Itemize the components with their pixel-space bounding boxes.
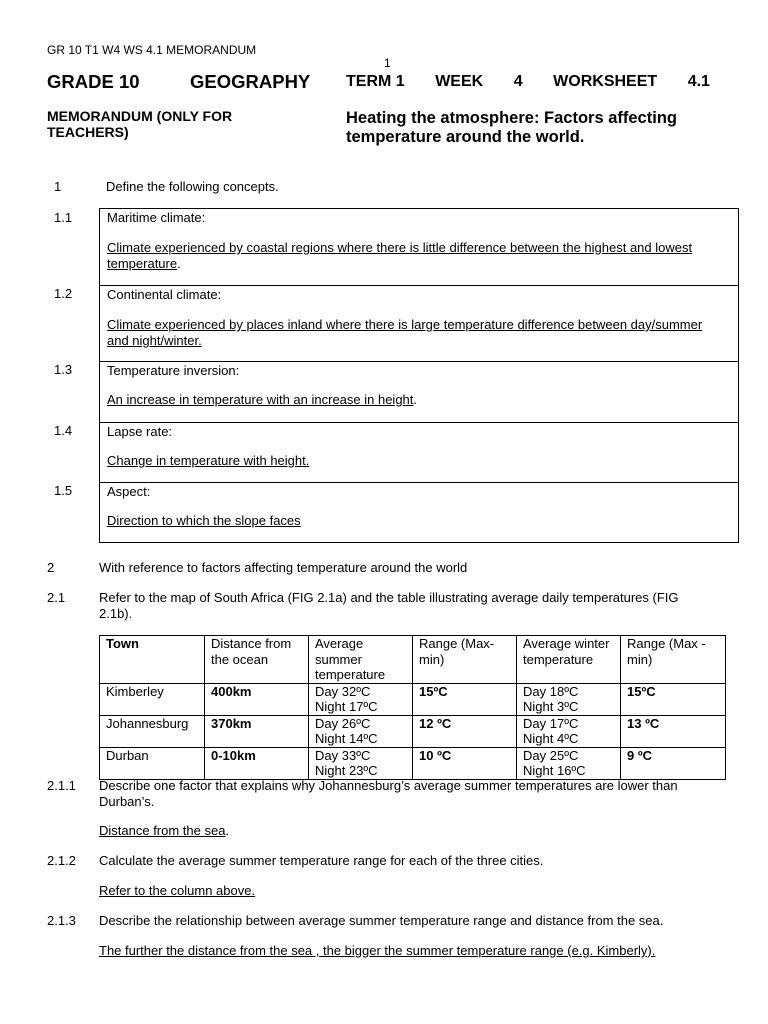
table-row [100, 747, 726, 779]
worksheet-subtitle: Heating the atmosphere: Factors affecting temperature around the world. [346, 109, 677, 146]
definition-term: Continental climate: [107, 287, 222, 302]
question-2-1-1-number: 2.1.1 [47, 778, 76, 793]
definition-answer: An increase in temperature with an increase in height. [107, 392, 418, 407]
question-2-1-3-prompt: Describe the relationship between average summer temperature range and distance from the sea. [99, 913, 664, 928]
item-1-5-number: 1.5 [54, 483, 73, 498]
question-2-1-1-prompt: Describe one factor that explains why Johannesburg’s average summer temperatures are lower than Durban’s. [99, 778, 678, 809]
question-2-1-3-number: 2.1.3 [47, 913, 76, 928]
definition-term: Temperature inversion: [107, 363, 240, 378]
winter-range-cell: 15ºC [621, 683, 726, 715]
page-number: 1 [384, 56, 391, 70]
question-2-1-2-answer: Refer to the column above. [99, 883, 256, 898]
document-code: GR 10 T1 W4 WS 4.1 MEMORANDUM [47, 43, 257, 57]
question-2-1-1-answer: Distance from the sea. [99, 823, 230, 838]
worksheet-label: WORKSHEET [553, 73, 658, 90]
memorandum-note: MEMORANDUM (ONLY FOR TEACHERS) [47, 108, 233, 140]
definition-row [100, 209, 738, 285]
question-2-1-2-prompt: Calculate the average summer temperature range for each of the three cities. [99, 853, 544, 868]
column-header: Range (Max-min) [413, 636, 517, 684]
table-header-row [100, 636, 726, 684]
term-label: TERM 1 [346, 73, 405, 90]
question-2-1-prompt: Refer to the map of South Africa (FIG 2.1a) and the table illustrating average daily temperatures (FIG 2.1b). [99, 590, 679, 621]
distance-cell: 0-10km [205, 747, 309, 779]
worksheet-number: 4.1 [687, 73, 710, 90]
definition-answer: Change in temperature with height. [107, 453, 310, 468]
distance-cell: 400km [205, 683, 309, 715]
town-cell: Kimberley [100, 683, 205, 715]
question-2-1-2-number: 2.1.2 [47, 853, 76, 868]
definition-row [100, 361, 738, 423]
question-2-1-number: 2.1 [47, 590, 66, 605]
term-week-worksheet [346, 73, 710, 91]
distance-cell: 370km [205, 715, 309, 747]
winter-temp-cell: Day 18ºC Night 3ºC [517, 683, 621, 715]
town-cell: Johannesburg [100, 715, 205, 747]
definition-answer: Direction to which the slope faces [107, 513, 301, 528]
week-label: WEEK [435, 73, 484, 90]
definition-row [100, 285, 738, 362]
winter-temp-cell: Day 25ºC Night 16ºC [517, 747, 621, 779]
summer-temp-cell: Day 26ºC Night 14ºC [309, 715, 413, 747]
question-2-number: 2 [47, 560, 55, 575]
column-header: Average winter temperature [517, 636, 621, 684]
table-row [100, 683, 726, 715]
item-1-1-number: 1.1 [54, 210, 73, 225]
week-number: 4 [513, 73, 523, 90]
temperature-table [99, 635, 726, 780]
definition-term: Maritime climate: [107, 210, 206, 225]
winter-temp-cell: Day 17ºC Night 4ºC [517, 715, 621, 747]
summer-range-cell: 15ºC [413, 683, 517, 715]
winter-range-cell: 13 ºC [621, 715, 726, 747]
subject-title: GEOGRAPHY [190, 71, 311, 92]
summer-temp-cell: Day 32ºC Night 17ºC [309, 683, 413, 715]
summer-temp-cell: Day 33ºC Night 23ºC [309, 747, 413, 779]
summer-range-cell: 12 ºC [413, 715, 517, 747]
item-1-2-number: 1.2 [54, 286, 73, 301]
item-1-3-number: 1.3 [54, 362, 73, 377]
column-header: Average summer temperature [309, 636, 413, 684]
grade-title: GRADE 10 [47, 71, 140, 92]
column-header: Town [100, 636, 205, 684]
column-header: Distance from the ocean [205, 636, 309, 684]
definition-answer: Climate experienced by places inland where there is large temperature difference between day/summer and night/winter. [107, 317, 703, 348]
definition-term: Lapse rate: [107, 424, 173, 439]
question-1-prompt: Define the following concepts. [106, 179, 279, 194]
winter-range-cell: 9 ºC [621, 747, 726, 779]
town-cell: Durban [100, 747, 205, 779]
question-1-number: 1 [54, 179, 62, 194]
summer-range-cell: 10 ºC [413, 747, 517, 779]
definition-row [100, 422, 738, 483]
item-1-4-number: 1.4 [54, 423, 73, 438]
table-row [100, 715, 726, 747]
definition-term: Aspect: [107, 484, 151, 499]
definitions-table [99, 208, 739, 543]
question-2-prompt: With reference to factors affecting temperature around the world [99, 560, 468, 575]
definition-answer: Climate experienced by coastal regions where there is little difference between the highest and lowest temperature. [107, 240, 693, 271]
question-2-1-3-answer: The further the distance from the sea , the bigger the summer temperature range (e.g. Kimberly). [99, 943, 656, 958]
definition-row [100, 482, 738, 543]
column-header: Range (Max - min) [621, 636, 726, 684]
